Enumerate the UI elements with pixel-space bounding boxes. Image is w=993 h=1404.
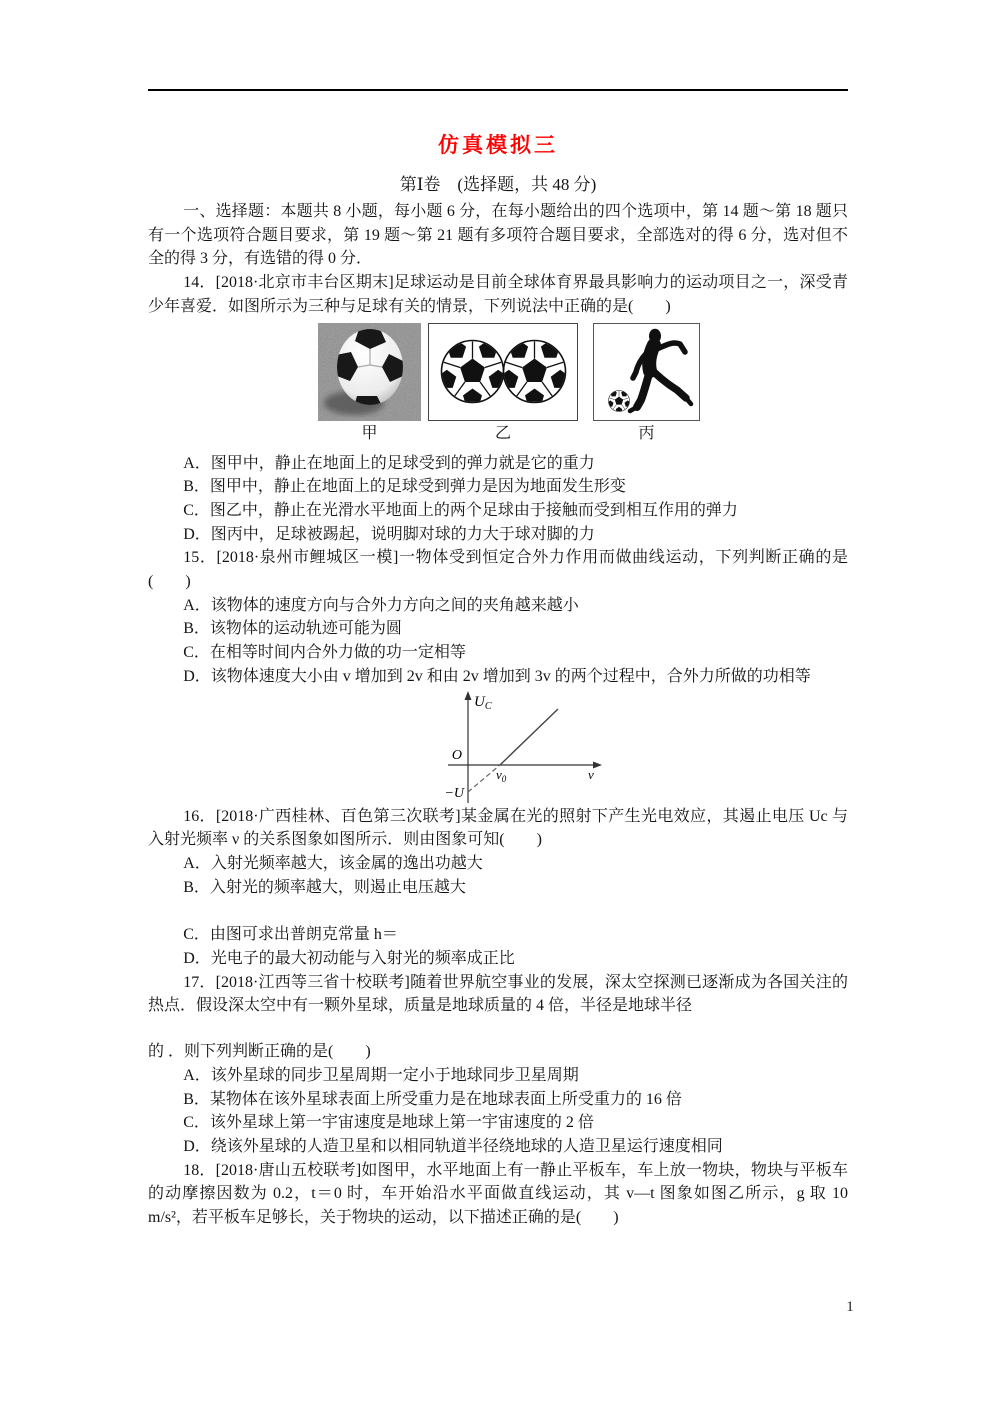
x-intercept-label: $\nu_0$ <box>496 766 507 784</box>
question-17-option-b: B．某物体在该外星球表面上所受重力是在地球表面上所受重力的 16 倍 <box>183 1090 682 1108</box>
soccer-ball-photo-image <box>318 323 421 421</box>
question-14-figures <box>318 323 848 446</box>
soccer-ball-photo <box>318 323 421 421</box>
question-17-stem-continued: 的 ．则下列判断正确的是( ) <box>148 1043 371 1061</box>
instructions-paragraph: 一、选择题：本题共 8 小题，每小题 6 分，在每小题给出的四个选项中，第 14 题～第 18 题只有一个选项符合题目要求，第 19 题～第 21 题有多项符合题目要求，全部选对的得 6 分，选对但不全的得 3 分，有选错的得 0 分． <box>148 203 848 268</box>
figure-label-bing: 丙 <box>638 424 655 442</box>
header-divider <box>148 89 848 91</box>
question-15-option-b: B．该物体的运动轨迹可能为圆 <box>183 620 402 638</box>
figure-yi <box>428 323 578 446</box>
solid-line-segment <box>500 709 558 765</box>
question-17-stem: 17．[2018·江西等三省十校联考]随着世界航空事业的发展，深太空探测已逐渐成为各国关注的热点．假设深太空中有一颗外星球，质量是地球质量的 4 倍，半径是地球半径 <box>148 973 848 1015</box>
blank-gap <box>148 899 848 923</box>
negative-u-label: −U <box>444 785 464 801</box>
question-16-option-b: B．入射光的频率越大，则遏止电压越大 <box>183 878 466 896</box>
two-soccer-balls-drawing <box>428 323 578 421</box>
kicking-player-silhouette <box>593 323 700 421</box>
page-number: 1 <box>846 1299 854 1315</box>
question-17-option-d: D．绕该外星球的人造卫星和以相同轨道半径绕地球的人造卫星运行速度相同 <box>183 1137 723 1155</box>
kicking-player-image <box>594 324 699 420</box>
question-15-option-a: A．该物体的速度方向与合外力方向之间的夹角越来越小 <box>183 596 579 614</box>
x-axis-label: ν <box>588 766 594 782</box>
question-17-option-c: C．该外星球上第一宇宙速度是地球上第一宇宙速度的 2 倍 <box>183 1114 594 1132</box>
figure-jia <box>318 323 421 446</box>
origin-label: O <box>451 747 462 763</box>
section-heading: 第Ⅰ卷 (选择题，共 48 分) <box>399 175 597 194</box>
uc-vs-frequency-plot <box>444 689 614 805</box>
two-soccer-balls-image <box>430 324 577 419</box>
question-14-option-b: B．图甲中，静止在地面上的足球受到弹力是因为地面发生形变 <box>183 478 626 496</box>
question-14-option-c: C．图乙中，静止在光滑水平地面上的两个足球由于接触而受到相互作用的弹力 <box>183 501 738 519</box>
question-16-stem: 16．[2018·广西桂林、百色第三次联考]某金属在光的照射下产生光电效应，其遏止电压 Uc 与入射光频率 ν 的关系图象如图所示．则由图象可知( ) <box>148 807 848 849</box>
page-content <box>148 120 848 1230</box>
question-15-stem: 15．[2018·泉州市鲤城区一模]一物体受到恒定合外力作用而做曲线运动，下列判断正确的是( ) <box>148 549 848 591</box>
question-14-option-d: D．图丙中，足球被踢起，说明脚对球的力大于球对脚的力 <box>183 525 595 543</box>
blank-gap <box>148 1018 848 1040</box>
y-axis-label: $U_C$ <box>474 693 492 712</box>
stopping-voltage-frequency-graph <box>444 689 848 805</box>
figure-bing <box>593 323 700 446</box>
question-18-stem: 18．[2018·唐山五校联考]如图甲，水平地面上有一静止平板车，车上放一物块，物块与平板车的动摩擦因数为 0.2，t＝0 时，车开始沿水平面做直线运动，其 v—t 图象如图乙所示，g 取 10 m/s²，若平板车足够长，关于物块的运动，以下描述正确的是( ) <box>148 1161 848 1227</box>
figure-label-yi: 乙 <box>494 424 511 442</box>
question-16-option-c: C．由图可求出普朗克常量 h＝ <box>183 926 398 944</box>
question-15-option-d: D．该物体速度大小由 v 增加到 2v 和由 2v 增加到 3v 的两个过程中，合外力所做的功相等 <box>183 667 811 685</box>
x-axis-arrow <box>593 761 602 768</box>
question-15-option-c: C．在相等时间内合外力做的功一定相等 <box>183 644 466 662</box>
question-16-option-d: D．光电子的最大初动能与入射光的频率成正比 <box>183 950 515 968</box>
page-title: 仿真模拟三 <box>438 133 558 157</box>
question-16-option-a: A．入射光频率越大，该金属的逸出功越大 <box>183 854 483 872</box>
y-axis-arrow <box>465 691 472 700</box>
question-14-option-a: A．图甲中，静止在地面上的足球受到的弹力就是它的重力 <box>183 454 595 472</box>
figure-label-jia: 甲 <box>361 424 378 442</box>
question-14-stem: 14．[2018·北京市丰台区期末]足球运动是目前全球体育界最具影响力的运动项目之一，深受青少年喜爱．如图所示为三种与足球有关的情景，下列说法中正确的是( ) <box>148 274 848 315</box>
question-17-option-a: A．该外星球的同步卫星周期一定小于地球同步卫星周期 <box>183 1066 579 1084</box>
